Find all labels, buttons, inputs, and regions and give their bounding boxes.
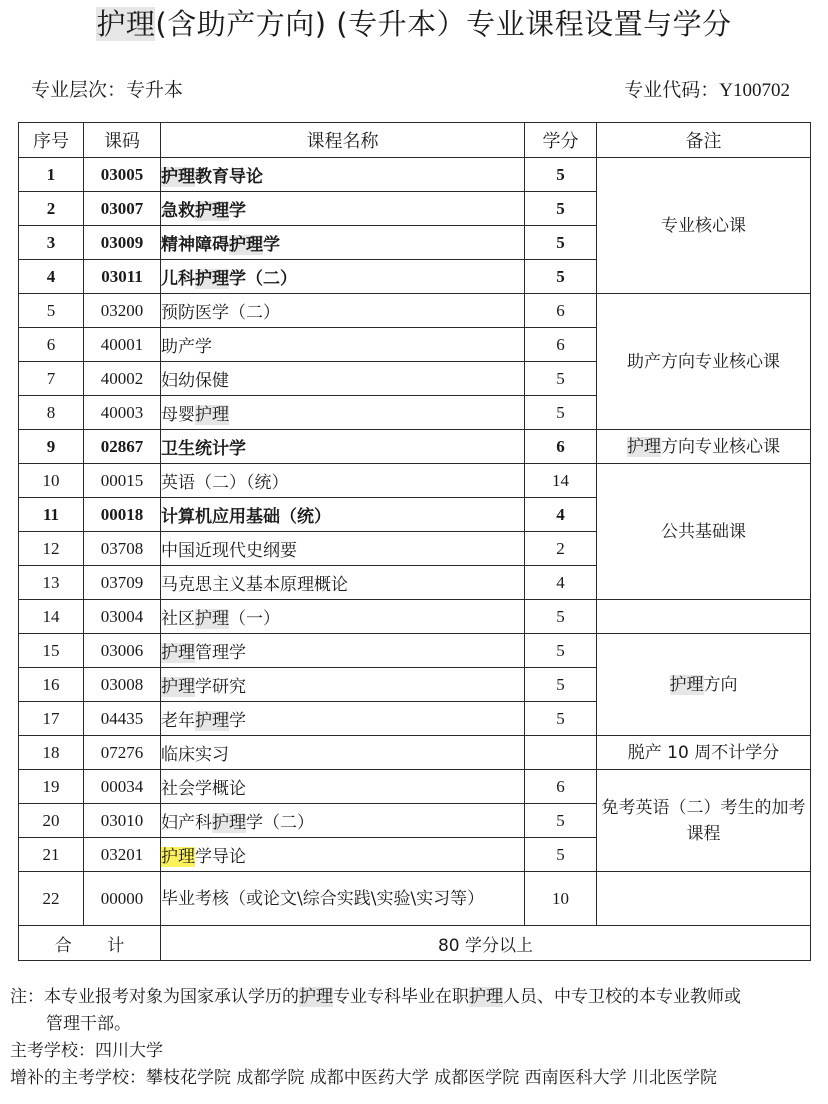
course-code: 02867 bbox=[84, 430, 161, 464]
row-number: 1 bbox=[19, 158, 84, 192]
keyword-highlight: 护理 bbox=[195, 201, 229, 221]
keyword-highlight: 护理 bbox=[212, 813, 246, 833]
added-schools: 增补的主考学校：攀枝花学院 成都学院 成都中医药大学 成都医学院 西南医科大学 川北医学院 bbox=[10, 1068, 718, 1088]
course-name bbox=[161, 158, 525, 192]
course-code: 03010 bbox=[84, 804, 161, 838]
table-header-row bbox=[19, 123, 811, 158]
header-remark: 备注 bbox=[597, 123, 811, 158]
row-number: 22 bbox=[19, 872, 84, 926]
course-code: 40002 bbox=[84, 362, 161, 396]
course-name-text: 社区 bbox=[161, 609, 195, 629]
note-text: 人员、中专卫校的本专业教师或 bbox=[503, 987, 741, 1007]
course-remark bbox=[597, 464, 811, 600]
row-number: 19 bbox=[19, 770, 84, 804]
course-credit: 6 bbox=[525, 430, 597, 464]
course-credit: 5 bbox=[525, 634, 597, 668]
course-credit: 14 bbox=[525, 464, 597, 498]
course-remark bbox=[597, 600, 811, 634]
total-label-a: 合 bbox=[54, 935, 72, 956]
course-remark bbox=[597, 430, 811, 464]
table-row bbox=[19, 600, 811, 634]
course-code: 04435 bbox=[84, 702, 161, 736]
course-code: 40003 bbox=[84, 396, 161, 430]
course-name-text: 急救 bbox=[161, 201, 195, 221]
major-level bbox=[31, 76, 183, 104]
keyword-highlight: 护理 bbox=[161, 643, 195, 663]
table-row bbox=[19, 430, 811, 464]
course-name bbox=[161, 328, 525, 362]
keyword-highlight: 护理 bbox=[161, 167, 195, 187]
course-code: 07276 bbox=[84, 736, 161, 770]
row-number: 12 bbox=[19, 532, 84, 566]
row-number: 17 bbox=[19, 702, 84, 736]
course-credit bbox=[525, 736, 597, 770]
table-row bbox=[19, 770, 811, 804]
course-name bbox=[161, 260, 525, 294]
curriculum-table bbox=[18, 122, 811, 961]
course-code: 03708 bbox=[84, 532, 161, 566]
keyword-highlight: 护理 bbox=[161, 847, 195, 867]
total-label-b: 计 bbox=[107, 935, 125, 956]
course-name bbox=[161, 736, 525, 770]
course-name bbox=[161, 702, 525, 736]
course-name-text: 妇产科 bbox=[161, 813, 212, 833]
major-level-value: 专升本 bbox=[126, 79, 184, 101]
course-name-text: （一） bbox=[229, 609, 280, 629]
course-name-text: 预防医学（二） bbox=[161, 303, 280, 323]
title-highlight: 护理 bbox=[96, 7, 156, 41]
page-title bbox=[0, 2, 828, 46]
course-name-text: 马克思主义基本原理概论 bbox=[161, 575, 348, 595]
note-highlight: 护理 bbox=[299, 987, 333, 1007]
course-code: 00000 bbox=[84, 872, 161, 926]
table-row bbox=[19, 634, 811, 668]
note-text: 注：本专业报考对象为国家承认学历的 bbox=[10, 987, 299, 1007]
course-name-text: 教育导论 bbox=[195, 167, 263, 187]
course-name-text: 学 bbox=[229, 201, 246, 221]
row-number: 21 bbox=[19, 838, 84, 872]
course-credit: 6 bbox=[525, 294, 597, 328]
row-number: 20 bbox=[19, 804, 84, 838]
keyword-highlight: 护理 bbox=[195, 609, 229, 629]
remark-text: 助产方向专业核心课 bbox=[627, 351, 780, 372]
course-name bbox=[161, 396, 525, 430]
course-name-text: 社会学概论 bbox=[161, 779, 246, 799]
table-row bbox=[19, 294, 811, 328]
table-row bbox=[19, 872, 811, 926]
remark-text: 专业核心课 bbox=[661, 215, 746, 236]
remark-text: 免考英语（二）考生的加考课程 bbox=[601, 797, 806, 844]
keyword-highlight: 护理 bbox=[161, 677, 195, 697]
course-code: 03200 bbox=[84, 294, 161, 328]
course-credit: 10 bbox=[525, 872, 597, 926]
keyword-highlight: 护理 bbox=[669, 674, 704, 695]
course-name bbox=[161, 634, 525, 668]
row-number: 4 bbox=[19, 260, 84, 294]
course-remark bbox=[597, 634, 811, 736]
note-highlight: 护理 bbox=[469, 987, 503, 1007]
row-number: 15 bbox=[19, 634, 84, 668]
row-number: 6 bbox=[19, 328, 84, 362]
table-row bbox=[19, 736, 811, 770]
remark-text: 公共基础课 bbox=[661, 521, 746, 542]
course-credit: 5 bbox=[525, 158, 597, 192]
course-remark bbox=[597, 736, 811, 770]
header-name: 课程名称 bbox=[161, 123, 525, 158]
course-name-text: 学导论 bbox=[195, 847, 246, 867]
course-remark bbox=[597, 294, 811, 430]
course-code: 03709 bbox=[84, 566, 161, 600]
course-code: 03007 bbox=[84, 192, 161, 226]
course-name-text: 英语（二）（统） bbox=[161, 473, 289, 493]
course-code: 00015 bbox=[84, 464, 161, 498]
remark-text: 方向 bbox=[703, 674, 738, 695]
course-code: 03005 bbox=[84, 158, 161, 192]
course-name-text: 管理学 bbox=[195, 643, 246, 663]
course-remark bbox=[597, 872, 811, 926]
course-name-text: 学（二） bbox=[229, 269, 297, 289]
remark-text: 方向专业核心课 bbox=[661, 436, 780, 457]
table-row bbox=[19, 158, 811, 192]
course-credit: 5 bbox=[525, 804, 597, 838]
course-credit: 5 bbox=[525, 226, 597, 260]
course-name bbox=[161, 600, 525, 634]
header-no: 序号 bbox=[19, 123, 84, 158]
keyword-highlight: 护理 bbox=[195, 711, 229, 731]
row-number: 18 bbox=[19, 736, 84, 770]
course-name-text: 学 bbox=[229, 711, 246, 731]
course-credit: 5 bbox=[525, 838, 597, 872]
total-label bbox=[19, 926, 161, 961]
major-code bbox=[624, 76, 790, 105]
course-name bbox=[161, 498, 525, 532]
course-code: 03009 bbox=[84, 226, 161, 260]
course-credit: 5 bbox=[525, 260, 597, 294]
course-name bbox=[161, 362, 525, 396]
main-school: 主考学校：四川大学 bbox=[10, 1041, 163, 1061]
row-number: 10 bbox=[19, 464, 84, 498]
major-code-label: 专业代码： bbox=[624, 79, 720, 101]
keyword-highlight: 护理 bbox=[627, 436, 661, 457]
course-code: 00018 bbox=[84, 498, 161, 532]
course-name-text: 母婴 bbox=[161, 405, 195, 425]
table-row bbox=[19, 464, 811, 498]
course-name-text: 卫生统计学 bbox=[161, 439, 246, 459]
notes-section bbox=[10, 984, 825, 1092]
keyword-highlight: 护理 bbox=[195, 405, 229, 425]
row-number: 7 bbox=[19, 362, 84, 396]
course-credit: 5 bbox=[525, 396, 597, 430]
course-name-text: 老年 bbox=[161, 711, 195, 731]
course-name bbox=[161, 430, 525, 464]
course-name-text: 学研究 bbox=[195, 677, 246, 697]
course-code: 03011 bbox=[84, 260, 161, 294]
header-code: 课码 bbox=[84, 123, 161, 158]
keyword-highlight: 护理 bbox=[229, 235, 263, 255]
course-credit: 6 bbox=[525, 770, 597, 804]
row-number: 8 bbox=[19, 396, 84, 430]
note-text: 专业专科毕业在职 bbox=[333, 987, 469, 1007]
course-name-text: 学（二） bbox=[246, 813, 314, 833]
course-name-text: 临床实习 bbox=[161, 745, 229, 765]
course-name-text: 毕业考核（或论文\综合实践\实验\实习等） bbox=[161, 888, 485, 909]
course-name-text: 妇幼保健 bbox=[161, 371, 229, 391]
course-name bbox=[161, 294, 525, 328]
row-number: 13 bbox=[19, 566, 84, 600]
course-credit: 2 bbox=[525, 532, 597, 566]
course-credit: 5 bbox=[525, 668, 597, 702]
row-number: 14 bbox=[19, 600, 84, 634]
course-name bbox=[161, 192, 525, 226]
row-number: 16 bbox=[19, 668, 84, 702]
course-code: 00034 bbox=[84, 770, 161, 804]
row-number: 5 bbox=[19, 294, 84, 328]
row-number: 11 bbox=[19, 498, 84, 532]
course-name bbox=[161, 464, 525, 498]
course-name bbox=[161, 770, 525, 804]
row-number: 2 bbox=[19, 192, 84, 226]
course-credit: 5 bbox=[525, 600, 597, 634]
course-name bbox=[161, 668, 525, 702]
course-name bbox=[161, 838, 525, 872]
course-credit: 5 bbox=[525, 192, 597, 226]
header-credit: 学分 bbox=[525, 123, 597, 158]
course-credit: 5 bbox=[525, 362, 597, 396]
course-code: 03008 bbox=[84, 668, 161, 702]
course-credit: 5 bbox=[525, 702, 597, 736]
course-code: 03006 bbox=[84, 634, 161, 668]
course-name bbox=[161, 226, 525, 260]
course-code: 03004 bbox=[84, 600, 161, 634]
course-remark bbox=[597, 158, 811, 294]
course-name bbox=[161, 872, 525, 926]
course-name bbox=[161, 532, 525, 566]
course-name-text: 助产学 bbox=[161, 337, 212, 357]
course-name-text: 学 bbox=[263, 235, 280, 255]
course-name-text: 中国近现代史纲要 bbox=[161, 541, 297, 561]
row-number: 3 bbox=[19, 226, 84, 260]
course-name bbox=[161, 804, 525, 838]
course-name-text: 精神障碍 bbox=[161, 235, 229, 255]
major-code-value: Y100702 bbox=[719, 80, 790, 101]
remark-text: 脱产 10 周不计学分 bbox=[627, 742, 780, 763]
course-code: 03201 bbox=[84, 838, 161, 872]
row-number: 9 bbox=[19, 430, 84, 464]
course-name-text: 计算机应用基础（统） bbox=[161, 507, 331, 527]
total-value: 80 学分以上 bbox=[161, 926, 811, 961]
course-name-text: 儿科 bbox=[161, 269, 195, 289]
course-credit: 4 bbox=[525, 498, 597, 532]
course-credit: 4 bbox=[525, 566, 597, 600]
course-credit: 6 bbox=[525, 328, 597, 362]
course-code: 40001 bbox=[84, 328, 161, 362]
eligibility-note bbox=[10, 984, 825, 1011]
course-remark bbox=[597, 770, 811, 872]
keyword-highlight: 护理 bbox=[195, 269, 229, 289]
total-row bbox=[19, 926, 811, 961]
course-name bbox=[161, 566, 525, 600]
eligibility-note-cont: 管理干部。 bbox=[46, 1014, 131, 1034]
title-text: (含助产方向) (专升本）专业课程设置与学分 bbox=[155, 7, 732, 41]
major-level-label: 专业层次： bbox=[31, 79, 127, 101]
